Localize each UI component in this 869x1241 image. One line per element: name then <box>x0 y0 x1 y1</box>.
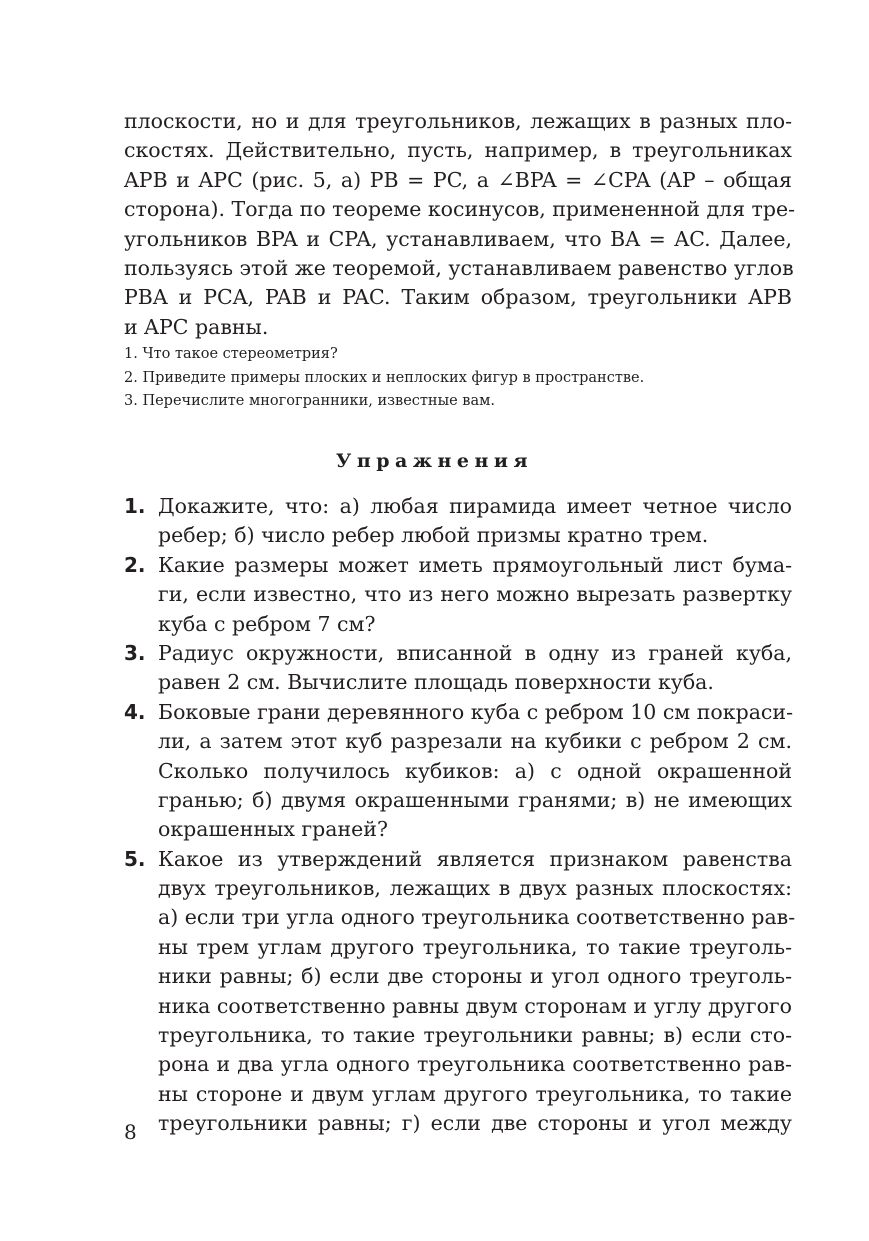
body-paragraph <box>124 107 796 342</box>
paragraph-line: плоскости, но и для треугольников, лежащих в разных пло- <box>124 109 792 133</box>
exercise-line: треугольники равны; г) если две стороны и угол между <box>158 1111 792 1136</box>
exercise-line: Боковые грани деревянного куба с ребром 10 см покраси- <box>158 699 793 724</box>
exercise-number: 1. <box>124 494 146 518</box>
exercise-line: Какое из утверждений является признаком равенства <box>158 846 792 871</box>
question-item: 3. Перечислите многогранники, известные вам. <box>124 393 496 409</box>
exercise-line: Докажите, что: а) любая пирамида имеет четное число <box>158 494 792 518</box>
exercise-number: 5. <box>124 846 146 871</box>
exercise-item <box>124 698 792 845</box>
exercise-line: окрашенных граней? <box>158 817 388 842</box>
exercise-line: ны трем углам другого треугольника, то такие треуголь- <box>158 934 792 959</box>
exercise-line: Сколько получилось кубиков: а) с одной окрашенной <box>158 758 792 783</box>
exercise-item <box>124 492 792 551</box>
exercise-line: ники равны; б) если две стороны и угол одного треуголь- <box>158 964 792 989</box>
exercise-line: Какие размеры может иметь прямоугольный лист бума- <box>158 552 792 577</box>
exercise-item <box>124 551 792 639</box>
exercise-list <box>124 492 796 1139</box>
section-title: Упражнения <box>335 450 534 472</box>
question-item: 2. Приведите примеры плоских и неплоских фигур в пространстве. <box>124 369 645 386</box>
exercise-item <box>124 845 796 1139</box>
exercise-line: ника соответственно равны двум сторонам и углу другого <box>158 993 792 1018</box>
paragraph-line: и APC равны. <box>124 314 269 339</box>
exercise-line: гранью; б) двумя окрашенными гранями; в) не имеющих <box>158 787 792 812</box>
paragraph-line: сторона). Тогда по теореме косинусов, примененной для тре- <box>124 197 796 222</box>
exercise-line: куба с ребром 7 см? <box>158 611 376 636</box>
paragraph-line: пользуясь этой же теоремой, устанавливаем равенство углов <box>124 255 794 280</box>
exercise-line: ребер; б) число ребер любой призмы кратно трем. <box>158 523 709 548</box>
review-questions <box>124 343 792 414</box>
paragraph-line: APB и APC (рис. 5, a) PB = PC, а ∠BPA = ∠CPA (AP – общая <box>124 167 792 192</box>
exercise-line: двух треугольников, лежащих в двух разных плоскостях: <box>158 876 792 901</box>
exercise-line: ли, а затем этот куб разрезали на кубики с ребром 2 см. <box>158 729 792 754</box>
exercise-line: рона и два угла одного треугольника соответственно рав- <box>158 1052 792 1077</box>
page-number: 8 <box>124 1120 137 1144</box>
exercise-line: ги, если известно, что из него можно вырезать развертку <box>158 582 792 607</box>
exercise-line: равен 2 см. Вычислите площадь поверхности куба. <box>158 670 714 695</box>
exercise-item <box>124 639 792 698</box>
exercise-line: треугольника, то такие треугольники равны; в) если сто- <box>158 1023 792 1048</box>
exercise-line: Радиус окружности, вписанной в одну из граней куба, <box>158 640 792 665</box>
exercise-line: а) если три угла одного треугольника соответственно рав- <box>158 905 796 930</box>
question-item: 1. Что такое стереометрия? <box>124 346 338 362</box>
paragraph-line: PBA и PCA, PAB и PAC. Таким образом, треугольники APB <box>124 285 792 310</box>
exercise-number: 4. <box>124 699 146 724</box>
exercise-number: 2. <box>124 552 146 577</box>
exercise-number: 3. <box>124 640 146 665</box>
paragraph-line: скостях. Действительно, пусть, например, в треугольниках <box>124 138 792 163</box>
exercise-line: ны стороне и двум углам другого треугольника, то такие <box>158 1081 792 1106</box>
paragraph-line: угольников BPA и CPA, устанавливаем, что BA = AC. Далее, <box>124 226 792 251</box>
